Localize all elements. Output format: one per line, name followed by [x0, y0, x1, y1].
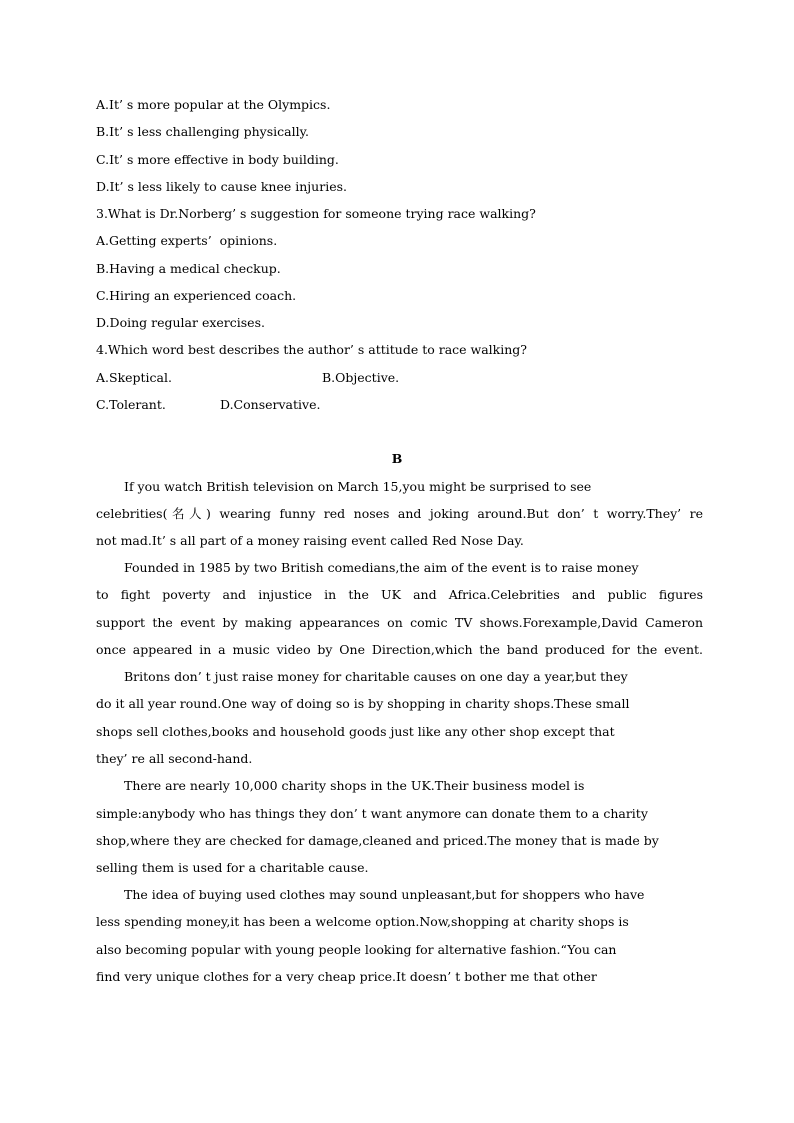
q3-stem: 3.What is Dr.Norberg’ s suggestion for someone trying race walking? — [96, 206, 536, 221]
passage-line: also becoming popular with young people looking for alternative fashion.“You can — [96, 942, 617, 957]
q3-option-d: D.Doing regular exercises. — [96, 315, 265, 330]
passage-line: selling them is used for a charitable cause. — [96, 860, 369, 875]
passage-line: Britons don’ t just raise money for charitable causes on one day a year,but they — [124, 669, 628, 684]
q2-option-a: A.It’ s more popular at the Olympics. — [96, 97, 331, 112]
passage-line: less spending money,it has been a welcome option.Now,shopping at charity shops is — [96, 914, 629, 929]
passage-line: support the event by making appearances on comic TV shows.Forexample,David Cameron — [96, 615, 703, 630]
section-title: B — [391, 451, 403, 466]
passage-line: simple:anybody who has things they don’ t want anymore can donate them to a charity — [96, 806, 648, 821]
q3-option-a: A.Getting experts’ opinions. — [96, 233, 278, 248]
passage-line: find very unique clothes for a very cheap price.It doesn’ t bother me that other — [96, 969, 597, 984]
q2-option-c: C.It’ s more effective in body building. — [96, 152, 339, 167]
passage-line: not mad.It’ s all part of a money raising event called Red Nose Day. — [96, 533, 524, 548]
q4-option-c: C.Tolerant. — [96, 397, 166, 412]
passage-line: Founded in 1985 by two British comedians,the aim of the event is to raise money — [124, 560, 639, 575]
passage-line: shop,where they are checked for damage,cleaned and priced.The money that is made by — [96, 833, 659, 848]
passage-line: celebrities(名人) wearing funny red noses and joking around.But don’ t worry.They’ re — [96, 506, 703, 521]
passage-line: shops sell clothes,books and household goods just like any other shop except that — [96, 724, 615, 739]
q4-stem: 4.Which word best describes the author’ s attitude to race walking? — [96, 342, 528, 357]
q4-option-d: D.Conservative. — [220, 397, 321, 412]
passage-line: do it all year round.One way of doing so is by shopping in charity shops.These small — [96, 696, 630, 711]
q2-option-d: D.It’ s less likely to cause knee injuries. — [96, 179, 347, 194]
q3-option-c: C.Hiring an experienced coach. — [96, 288, 297, 303]
q4-option-a: A.Skeptical. — [96, 370, 172, 385]
passage-line: they’ re all second-hand. — [96, 751, 253, 766]
passage-line: once appeared in a music video by One Direction,which the band produced for the event. — [96, 642, 703, 657]
passage-line: to fight poverty and injustice in the UK and Africa.Celebrities and public figures — [96, 587, 703, 602]
passage-line: There are nearly 10,000 charity shops in the UK.Their business model is — [124, 778, 585, 793]
passage-line: If you watch British television on March 15,you might be surprised to see — [124, 479, 592, 494]
passage-line: The idea of buying used clothes may sound unpleasant,but for shoppers who have — [124, 887, 645, 902]
q2-option-b: B.It’ s less challenging physically. — [96, 124, 309, 139]
q4-option-b: B.Objective. — [322, 370, 400, 385]
q3-option-b: B.Having a medical checkup. — [96, 261, 281, 276]
